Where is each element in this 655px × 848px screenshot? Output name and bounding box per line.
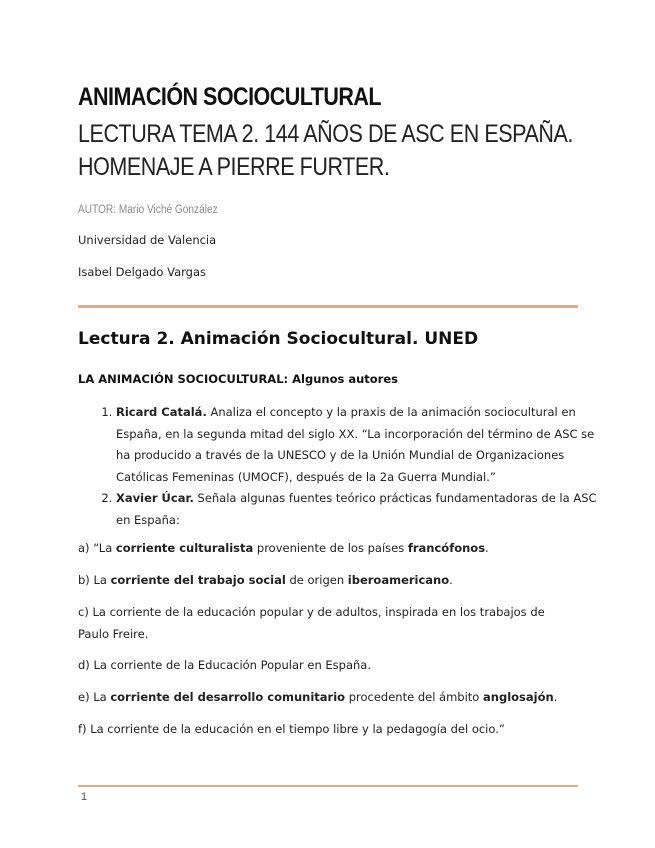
page-number: 1 [81,791,88,803]
footer-divider [78,785,578,787]
author-description: Analiza el concepto y la praxis de la animación sociocultural en España, en la segunda mitad del siglo XX. “La incorporación del término de ASC se ha producido a través de la UNESCO y de la Unión Mundial de Organizaciones Católicas Femeninas (UMOCF), después de la 2a Guerra Mundial.” [116,405,595,484]
authors-list [96,402,598,531]
current-f: f) La corriente de la educación en el tiempo libre y la pedagogía del ocio.” [78,722,505,736]
current-a: a) “La corriente culturalista proveniente de los países francófonos. [78,541,489,555]
author-name: Ricard Catalá. [116,405,207,419]
current-d: d) La corriente de la Educación Popular en España. [78,658,372,672]
current-b: b) La corriente del trabajo social de origen iberoamericano. [78,573,453,587]
current-e: e) La corriente del desarrollo comunitario procedente del ámbito anglosajón. [78,690,558,704]
section-heading: Lectura 2. Animación Sociocultural. UNED [78,329,479,349]
top-divider [78,305,578,308]
author-description: Señala algunas fuentes teórico prácticas fundamentadoras de la ASC en España: [116,491,597,527]
document-title: ANIMACIÓN SOCIOCULTURAL [78,83,382,111]
university-line: Universidad de Valencia [78,233,217,247]
list-item-author-2 [116,488,598,531]
author-name: Xavier Úcar. [116,491,194,505]
list-item-author-1 [116,402,598,488]
current-c: c) La corriente de la educación popular y de adultos, inspirada en los trabajos de Paulo Freire. [78,605,545,641]
author-line: AUTOR: Mario Viché González [78,204,218,216]
student-name-line: Isabel Delgado Vargas [78,265,207,279]
section-subheading: LA ANIMACIÓN SOCIOCULTURAL: Algunos autores [78,372,398,386]
document-subtitle: LECTURA TEMA 2. 144 AÑOS DE ASC EN ESPAÑA. HOMENAJE A PIERRE FURTER. [78,120,573,181]
